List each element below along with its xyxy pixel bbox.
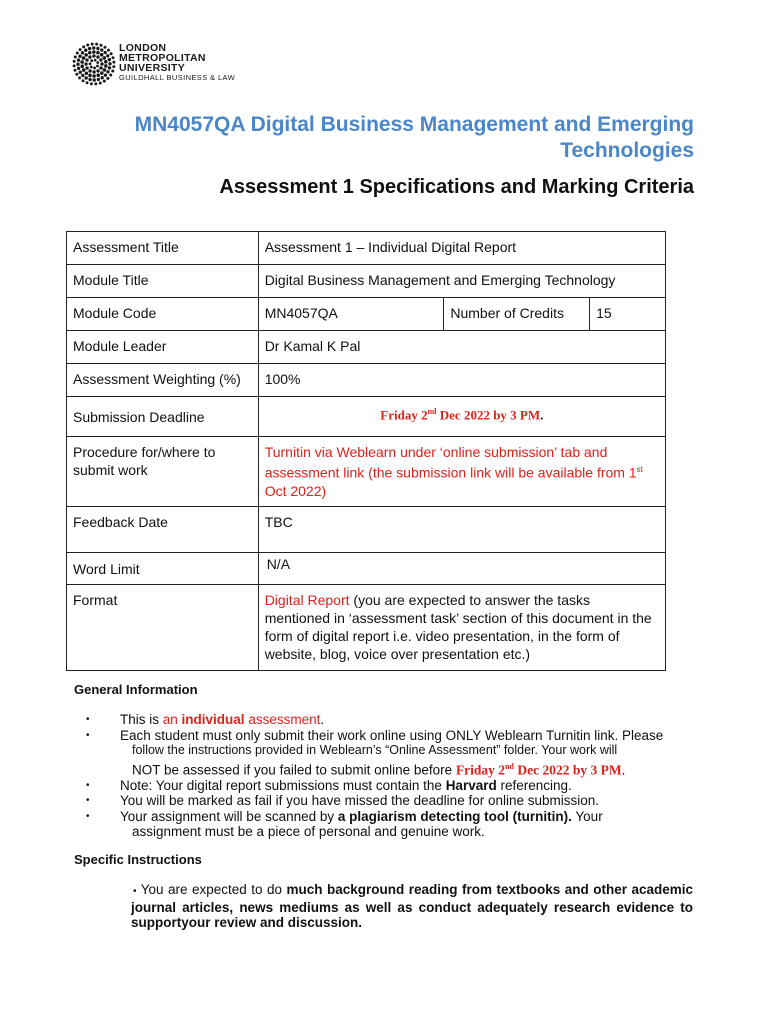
- assessment-spec-table: [66, 231, 666, 671]
- procedure-sup: st: [636, 465, 643, 474]
- procedure-value: [258, 437, 665, 507]
- item3-text-a: Note: Your digital report submissions must contain the: [120, 777, 446, 793]
- item5-text-b: a plagiarism detecting tool (turnitin).: [337, 808, 572, 824]
- specific-text-b: much background reading from textbooks and other academic journal articles, news mediums as well as conduct adequately research evidence to supportyour review and discussion.: [131, 882, 693, 930]
- bullet: •: [133, 886, 137, 897]
- procedure-label: Procedure for/where to submit work: [67, 437, 259, 507]
- logo-line-2: METROPOLITAN: [119, 52, 206, 64]
- bullet: •: [86, 810, 90, 822]
- item1-text-e: .: [320, 712, 325, 727]
- table-row: [67, 265, 666, 298]
- item3-text-c: referencing.: [496, 777, 572, 793]
- logo-line-1: LONDON: [119, 42, 167, 54]
- word-limit-value: [258, 552, 665, 584]
- general-info-heading: General Information: [74, 682, 198, 697]
- list-item: [74, 728, 714, 778]
- item1-text-c: individual: [181, 712, 245, 727]
- bullet: •: [86, 729, 90, 741]
- word-limit-label: Word Limit: [67, 552, 259, 584]
- table-row: [67, 298, 666, 331]
- bullet: •: [86, 779, 90, 791]
- deadline-text-b: Dec 2022 by 3 PM: [436, 407, 541, 423]
- deadline-text-a: Friday 2: [380, 407, 428, 423]
- logo-line-3: UNIVERSITY: [119, 62, 186, 74]
- item5-text-d: assignment must be a piece of personal and genuine work.: [132, 824, 485, 839]
- item2-text-d: Friday 2: [455, 762, 506, 777]
- item2-text-a: Each student must only submit their work online using ONLY Weblearn Turnitin link. Please: [120, 727, 664, 743]
- bullet: •: [86, 795, 90, 806]
- weighting-value: 100%: [258, 364, 665, 397]
- feedback-date-label: Feedback Date: [67, 506, 259, 552]
- item5-text-a: Your assignment will be scanned by: [120, 808, 338, 824]
- logo-text: [119, 43, 235, 83]
- deadline-value: [258, 397, 665, 437]
- university-logo: [72, 42, 262, 86]
- format-value: [258, 584, 665, 670]
- table-row: [67, 364, 666, 397]
- module-title-value: Digital Business Management and Emerging Technology: [258, 265, 665, 298]
- specific-instructions-text: [131, 882, 693, 931]
- item1-text-a: This is: [120, 712, 163, 727]
- list-item: [74, 809, 714, 840]
- item2-text-e: Dec 2022 by 3 PM: [513, 762, 622, 777]
- list-item: [74, 778, 714, 794]
- item4-text: You will be marked as fail if you have missed the deadline for online submission.: [120, 793, 600, 808]
- format-label: Format: [67, 584, 259, 670]
- table-row: [67, 506, 666, 552]
- module-code-value: MN4057QA: [258, 298, 444, 331]
- procedure-text-b: Oct 2022): [264, 482, 327, 499]
- table-row: [67, 232, 666, 265]
- format-rest-text: (you are expected to answer the tasks mentioned in ‘assessment task’ section of this document in the form of digital report i.e. video presentation, in the form of website, blog, voice over presentation etc.): [264, 591, 652, 662]
- assessment-title-value: Assessment 1 – Individual Digital Report: [258, 232, 665, 265]
- feedback-date-value: TBC: [258, 506, 665, 552]
- logo-line-4: GUILDHALL BUSINESS & LAW: [119, 73, 236, 82]
- specific-text-a: You are expected to do: [136, 882, 287, 897]
- table-row: [67, 584, 666, 670]
- title-line-1: MN4057QA Digital Business Management and Emerging: [134, 113, 694, 136]
- credits-value: 15: [590, 298, 666, 331]
- module-title-label: Module Title: [67, 265, 259, 298]
- table-row: [67, 331, 666, 364]
- credits-label: Number of Credits: [444, 298, 590, 331]
- deadline-label: Submission Deadline: [67, 397, 259, 437]
- word-limit-text: N/A: [266, 555, 291, 572]
- title-line-2: Technologies: [560, 139, 694, 162]
- format-red-text: Digital Report: [264, 591, 350, 608]
- item1-text-d: assessment: [244, 712, 321, 727]
- logo-dots-icon: [72, 42, 116, 86]
- table-row: [67, 397, 666, 437]
- item2-text-b: follow the instructions provided in Weblearn’s “Online Assessment” folder. Your work will: [132, 743, 618, 757]
- module-code-label: Module Code: [67, 298, 259, 331]
- document-title: [94, 112, 694, 164]
- deadline-sup: nd: [427, 407, 437, 416]
- module-leader-value: Dr Kamal K Pal: [258, 331, 665, 364]
- item2-sup: nd: [505, 761, 514, 771]
- item5-text-c: Your: [571, 808, 603, 824]
- item1-text-b: an: [162, 712, 182, 727]
- document-subtitle: Assessment 1 Specifications and Marking Criteria: [219, 176, 694, 198]
- general-info-list: [74, 712, 714, 840]
- item2-text-c: NOT be assessed if you failed to submit online before: [132, 762, 456, 777]
- item3-text-b: Harvard: [445, 777, 497, 793]
- procedure-text-a: Turnitin via Weblearn under ‘online submission’ tab and assessment link (the submission link will be available from 1: [264, 444, 637, 481]
- assessment-title-label: Assessment Title: [67, 232, 259, 265]
- specific-instructions-heading: Specific Instructions: [74, 852, 202, 867]
- item2-text-f: .: [621, 762, 626, 777]
- bullet: •: [86, 714, 90, 725]
- list-item: [74, 712, 714, 728]
- list-item: [74, 793, 714, 809]
- module-leader-label: Module Leader: [67, 331, 259, 364]
- table-row: [67, 552, 666, 584]
- deadline-dot: .: [540, 407, 544, 423]
- table-row: [67, 437, 666, 507]
- weighting-label: Assessment Weighting (%): [67, 364, 259, 397]
